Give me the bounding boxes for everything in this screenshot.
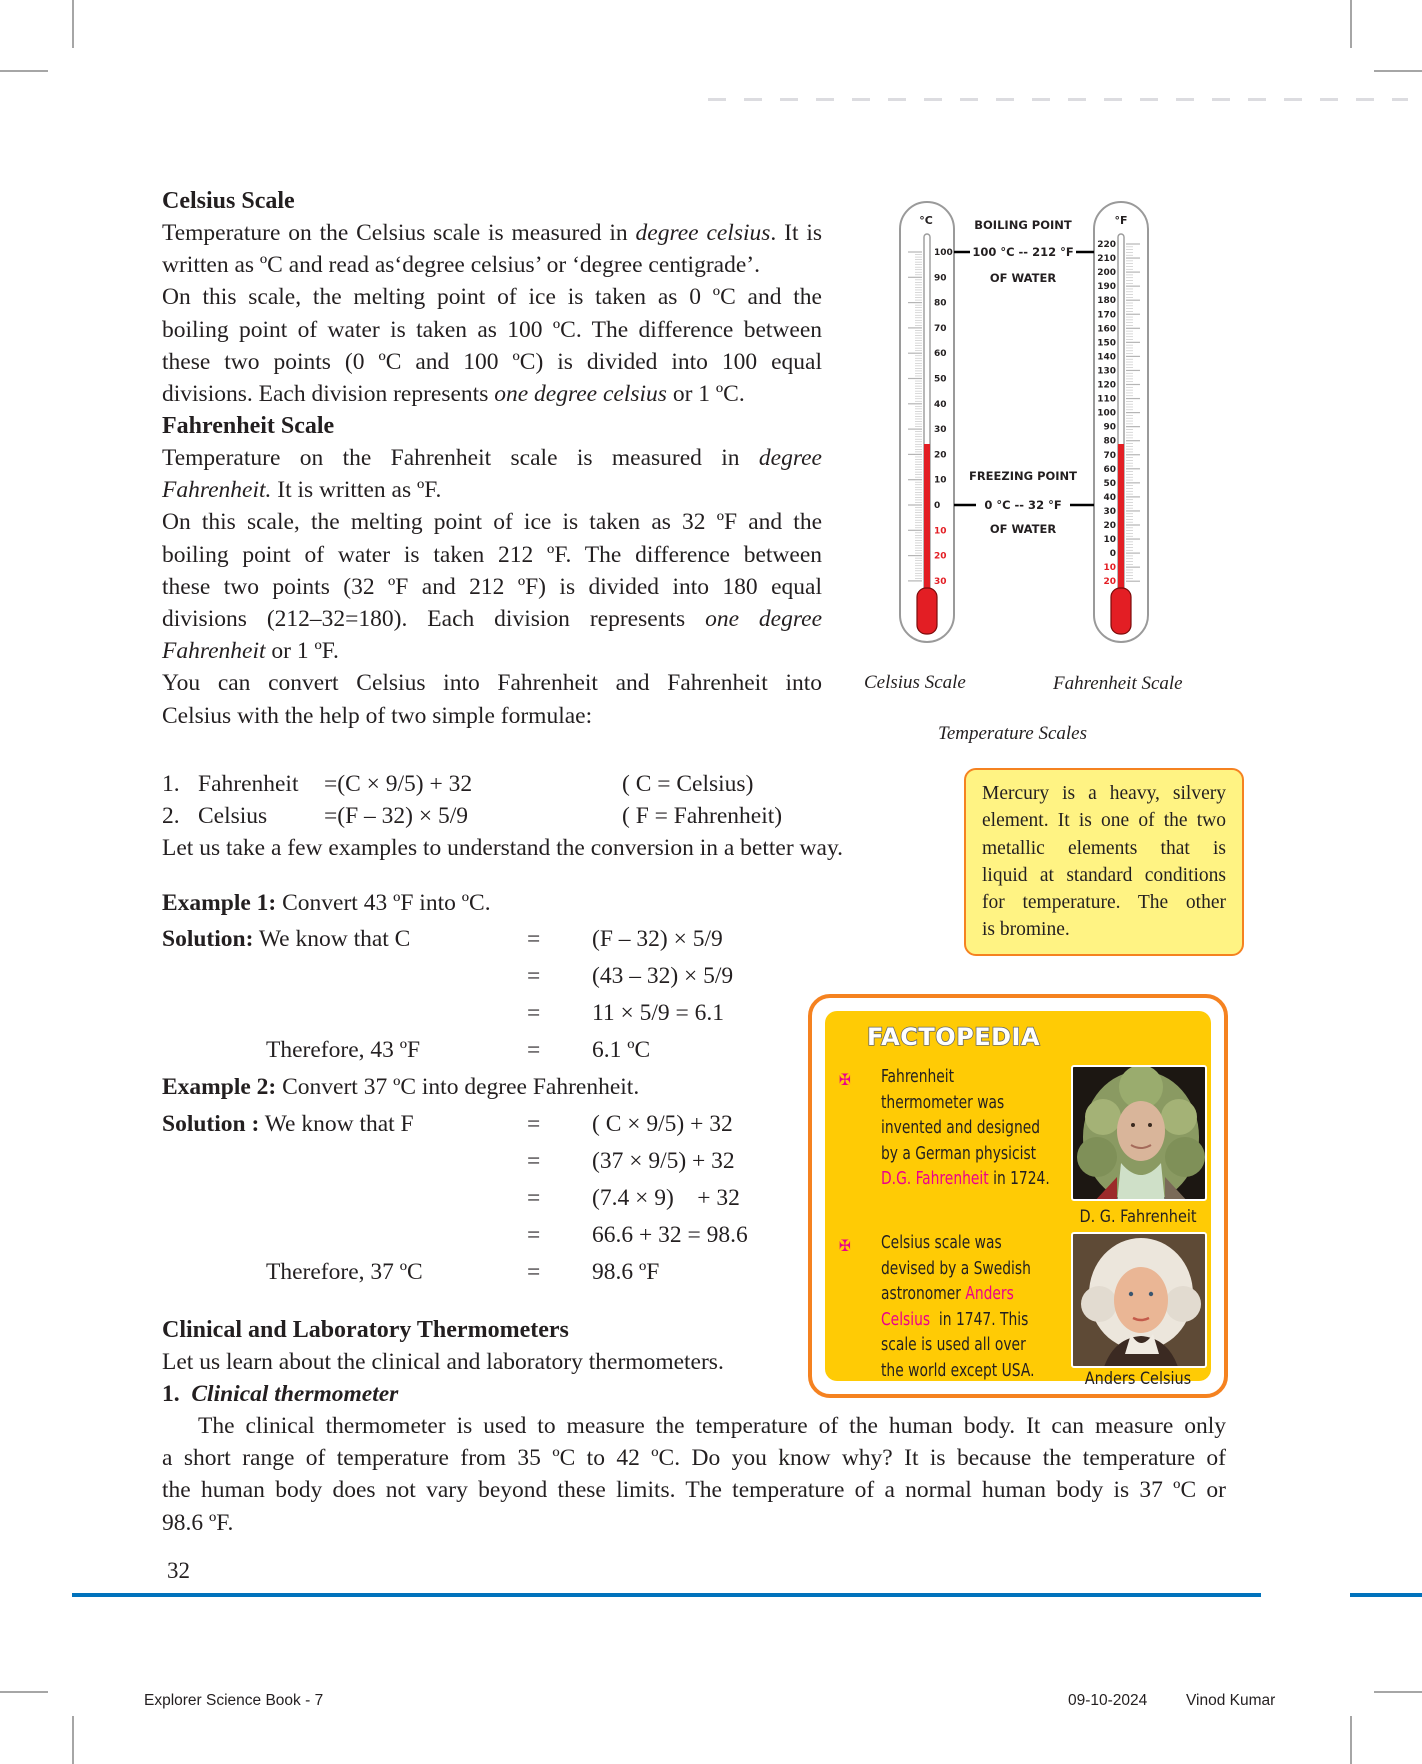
celsius-scale-paragraph <box>162 217 822 410</box>
celsius-portrait <box>1071 1232 1207 1368</box>
factopedia-panel <box>825 1011 1211 1389</box>
text-line: Fahrenheit or 1 ºF. <box>162 638 339 665</box>
example2-step: = 66.6 + 32 = 98.6 <box>527 1222 748 1248</box>
text-line: written as ºC and read as‘degree celsius’ or ‘degree centigrade’. <box>162 252 760 279</box>
text-line: divisions (212–32=180). Each division represents one degree <box>162 606 822 633</box>
text-line: 98.6 ºF. <box>162 1509 234 1536</box>
svg-text:OF WATER: OF WATER <box>989 271 1057 285</box>
svg-text:200: 200 <box>1097 268 1116 279</box>
svg-text:20: 20 <box>1103 521 1116 531</box>
crop-mark-bottom-right-h <box>1374 1691 1422 1693</box>
factopedia-title: FACTOPEDIA <box>867 1023 1041 1051</box>
text-line: Temperature on the Fahrenheit scale is measured in degree <box>162 445 822 471</box>
svg-text:70: 70 <box>1103 450 1116 461</box>
svg-text:°F: °F <box>1114 214 1128 227</box>
example2-question: Example 2: Convert 37 ºC into degree Fahrenheit. <box>162 1074 640 1100</box>
svg-text:0: 0 <box>1109 549 1116 560</box>
footer-rule-right <box>1350 1593 1422 1597</box>
text-line: divisions. Each division represents one degree celsius or 1 ºC. <box>162 381 745 408</box>
svg-text:90: 90 <box>1103 422 1116 433</box>
svg-text:BOILING POINT: BOILING POINT <box>974 218 1072 232</box>
svg-text:50: 50 <box>1103 478 1116 489</box>
svg-text:°C: °C <box>919 214 933 227</box>
svg-text:10: 10 <box>934 526 947 537</box>
note-line: is bromine. <box>982 919 1070 941</box>
svg-text:60: 60 <box>1103 464 1116 475</box>
svg-text:10: 10 <box>1103 535 1116 546</box>
note-line: liquid at standard conditions <box>982 864 1226 886</box>
svg-text:0 °C -- 32 °F: 0 °C -- 32 °F <box>984 498 1062 512</box>
fahrenheit-portrait-image <box>1073 1067 1207 1201</box>
clinical-intro-text: Let us learn about the clinical and laboratory thermometers. <box>162 1349 724 1375</box>
temperature-scales-figure <box>880 190 1180 650</box>
text-line: boiling point of water is taken as 100 ºC. The difference between <box>162 316 822 343</box>
svg-text:20: 20 <box>934 551 947 562</box>
clinical-subheading: 1. Clinical thermometer <box>162 1381 399 1407</box>
svg-text:80: 80 <box>1103 436 1116 447</box>
svg-text:80: 80 <box>934 298 947 309</box>
example1-question: Example 1: Convert 43 ºF into ºC. <box>162 890 491 916</box>
fahrenheit-scale-caption: Fahrenheit Scale <box>1053 673 1183 694</box>
fahrenheit-name-highlight: D.G. Fahrenheit <box>881 1169 989 1190</box>
crop-mark-top-right-v <box>1350 0 1352 48</box>
svg-text:100: 100 <box>1097 408 1116 419</box>
svg-text:120: 120 <box>1097 380 1116 391</box>
author-name: Vinod Kumar <box>1186 1692 1276 1709</box>
text-line: these two points (32 ºF and 212 ºF) is divided into 180 equal <box>162 573 822 600</box>
crop-mark-top-left-v <box>72 0 74 48</box>
fahrenheit-scale-heading: Fahrenheit Scale <box>162 413 335 439</box>
crop-mark-bottom-left-h <box>0 1691 48 1693</box>
svg-text:40: 40 <box>1103 492 1116 503</box>
mercury-note-box <box>964 768 1244 956</box>
svg-text:90: 90 <box>934 273 947 284</box>
text-line: a short range of temperature from 35 ºC to 42 ºC. Do you know why? It is because the temperature of <box>162 1445 1226 1472</box>
crop-mark-bottom-right-v <box>1350 1716 1352 1764</box>
book-title: Explorer Science Book - 7 <box>144 1692 324 1709</box>
fahrenheit-portrait <box>1071 1065 1207 1201</box>
text-line: these two points (0 ºC and 100 ºC) is divided into 100 equal <box>162 348 822 375</box>
svg-text:FREEZING POINT: FREEZING POINT <box>968 469 1078 483</box>
example1-result: Therefore, 43 ºF = 6.1 ºC <box>266 1037 651 1063</box>
svg-text:60: 60 <box>934 349 947 360</box>
svg-text:30: 30 <box>1103 506 1116 517</box>
svg-text:30: 30 <box>934 576 947 587</box>
crop-mark-bottom-left-v <box>72 1716 74 1764</box>
clinical-laboratory-heading: Clinical and Laboratory Thermometers <box>162 1317 569 1343</box>
svg-text:70: 70 <box>934 323 947 334</box>
text-line: You can convert Celsius into Fahrenheit and Fahrenheit into <box>162 670 822 697</box>
svg-text:10: 10 <box>1103 563 1116 574</box>
example2-step: Solution : We know that F = ( C × 9/5) + 32 <box>162 1111 733 1137</box>
example1-step: Solution: We know that C = (F – 32) × 5/9 <box>162 926 723 952</box>
svg-text:OF WATER: OF WATER <box>989 522 1057 536</box>
svg-text:210: 210 <box>1097 254 1116 265</box>
svg-text:130: 130 <box>1097 366 1116 377</box>
svg-text:180: 180 <box>1097 296 1116 307</box>
factopedia-box <box>808 994 1228 1398</box>
page-number: 32 <box>167 1558 190 1583</box>
maltese-cross-icon: ✠ <box>839 1236 852 1255</box>
svg-text:170: 170 <box>1097 310 1116 321</box>
clinical-paragraph <box>162 1410 1226 1539</box>
note-line: element. It is one of the two <box>982 810 1226 832</box>
text-line: On this scale, the melting point of ice is taken as 32 ºF and the <box>162 509 822 536</box>
svg-text:220: 220 <box>1097 240 1116 250</box>
text-line: boiling point of water is taken 212 ºF. The difference between <box>162 541 822 568</box>
svg-text:160: 160 <box>1097 324 1116 335</box>
svg-text:20: 20 <box>1103 577 1116 588</box>
celsius-scale-caption: Celsius Scale <box>864 672 966 693</box>
text-line: The clinical thermometer is used to measure the temperature of the human body. It can measure only <box>198 1413 1226 1439</box>
formulas-followup-text: Let us take a few examples to understand the conversion in a better way. <box>162 835 844 861</box>
svg-text:40: 40 <box>934 399 947 410</box>
celsius-portrait-caption: Anders Celsius <box>1084 1369 1192 1389</box>
maltese-cross-icon: ✠ <box>839 1070 852 1089</box>
svg-text:10: 10 <box>934 475 947 486</box>
thermometers-illustration <box>880 190 1180 650</box>
example2-step: = (7.4 × 9) + 32 <box>527 1185 740 1211</box>
svg-text:30: 30 <box>934 425 947 436</box>
svg-text:100 °C -- 212 °F: 100 °C -- 212 °F <box>972 245 1074 259</box>
fahrenheit-scale-paragraph <box>162 442 822 732</box>
celsius-portrait-image <box>1073 1234 1207 1368</box>
example2-step: = (37 × 9/5) + 32 <box>527 1148 735 1174</box>
example1-step: = (43 – 32) × 5/9 <box>527 963 734 989</box>
svg-text:190: 190 <box>1097 282 1116 293</box>
example1-step: = 11 × 5/9 = 6.1 <box>527 1000 725 1026</box>
celsius-name-highlight: Anders <box>965 1284 1014 1305</box>
print-date: 09-10-2024 <box>1068 1692 1148 1709</box>
note-line: Mercury is a heavy, silvery <box>982 783 1226 804</box>
svg-text:20: 20 <box>934 450 947 461</box>
note-line: for temperature. The other <box>982 892 1226 914</box>
fahrenheit-portrait-caption: D. G. Fahrenheit <box>1079 1207 1197 1227</box>
svg-text:110: 110 <box>1097 394 1116 405</box>
text-line: Celsius with the help of two simple formulae: <box>162 702 593 729</box>
example2-result: Therefore, 37 ºC = 98.6 ºF <box>266 1259 660 1285</box>
figure-caption: Temperature Scales <box>938 723 1087 744</box>
fact-celsius: ✠ Celsius scale was devised by a Swedish astronomer Anders Celsius in 1747. This scale is used all over the world except USA. <box>839 1233 1035 1381</box>
svg-text:50: 50 <box>934 374 947 385</box>
crop-mark-top-left-h <box>0 70 48 72</box>
svg-text:0: 0 <box>934 501 941 511</box>
celsius-scale-heading: Celsius Scale <box>162 188 295 214</box>
text-line: Temperature on the Celsius scale is measured in degree celsius. It is <box>162 220 822 246</box>
text-line: On this scale, the melting point of ice is taken as 0 ºC and the <box>162 284 822 311</box>
note-line: metallic elements that is <box>982 837 1226 859</box>
svg-text:150: 150 <box>1097 338 1116 349</box>
decorative-dash-line <box>708 98 1408 101</box>
footer-rule <box>72 1593 1261 1597</box>
fact-fahrenheit: ✠ Fahrenheit thermometer was invented and designed by a German physicist D.G. Fahrenheit in 1724. <box>839 1067 1050 1190</box>
svg-text:100: 100 <box>934 248 953 258</box>
crop-mark-top-right-h <box>1374 70 1422 72</box>
text-line: Fahrenheit. It is written as ºF. <box>162 477 442 504</box>
svg-text:140: 140 <box>1097 352 1116 363</box>
text-line: the human body does not vary beyond these limits. The temperature of a normal human body is 37 ºC or <box>162 1477 1226 1504</box>
